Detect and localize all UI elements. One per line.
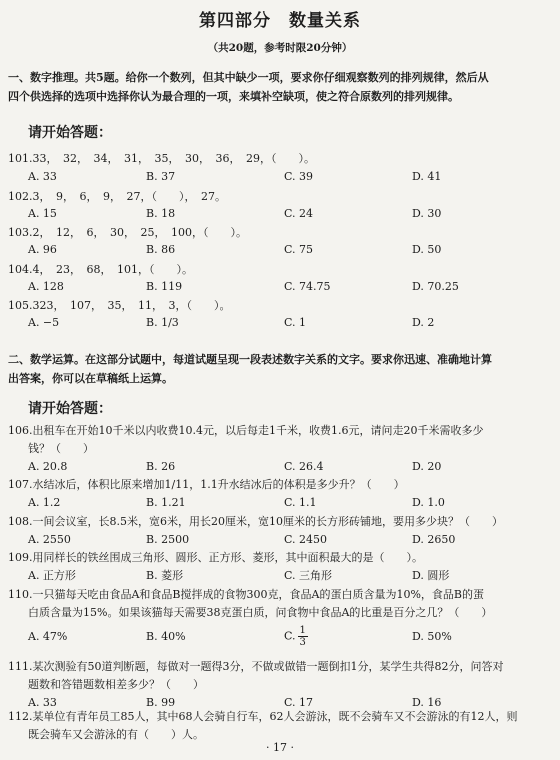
option-d: D. 70.25 (412, 280, 459, 293)
option-a: A. 33 (28, 170, 57, 183)
section1-start-heading: 请开始答题： (28, 125, 112, 141)
option-a: A. 96 (28, 243, 57, 256)
option-b: B. 18 (146, 207, 176, 220)
option-a: A. 15 (28, 207, 57, 220)
option-a: A. 20.8 (28, 460, 68, 473)
question-107-options (28, 494, 548, 512)
question-110-options (28, 625, 548, 652)
option-b: B. 26 (146, 460, 176, 473)
option-b: B. 1/3 (146, 316, 179, 329)
option-a: A. 128 (28, 280, 64, 293)
option-b: B. 菱形 (146, 569, 184, 582)
question-105-stem: 105.323， 107， 35， 11， 3，（ ）。 (8, 299, 231, 312)
page-subtitle: （共20题，参考时限20分钟） (207, 42, 353, 54)
option-a: A. 33 (28, 696, 57, 709)
question-108-stem: 108.一间会议室，长8.5米，宽6米，用长20厘米，宽10厘米的长方形砖铺地，要用多少块？（ ） (8, 515, 503, 528)
question-104-options (28, 278, 548, 296)
option-d: D. 2 (412, 316, 435, 329)
section2-start-heading: 请开始答题： (28, 401, 112, 417)
question-108-options (28, 531, 548, 549)
option-d: D. 2650 (412, 533, 456, 546)
section2-instruction: 二、数学运算。在这部分试题中，每道试题呈现一段表述数字关系的文字。要求你迅速、准确地计算 出答案，你可以在草稿纸上运算。 (8, 353, 492, 385)
question-110-stem: 110.一只猫每天吃由食品A和食品B搅拌成的食物300克，食品A的蛋白质含量为10%，食品B的蛋 白质含量为15%。如果该猫每天需要38克蛋白质，问食物中食品A的比重是百分之几？（ ） (8, 588, 493, 619)
option-d: D. 圆形 (412, 569, 450, 582)
option-d: D. 1.0 (412, 496, 445, 509)
option-b: B. 86 (146, 243, 176, 256)
question-105-options (28, 314, 548, 332)
option-c: C. 26.4 (284, 460, 324, 473)
option-b: B. 40% (146, 630, 186, 643)
option-c: C. 17 (284, 696, 314, 709)
option-b: B. 1.21 (146, 496, 186, 509)
question-109-options (28, 567, 548, 585)
question-103-stem: 103.2， 12， 6， 30， 25， 100，（ ）。 (8, 226, 247, 239)
question-107-stem: 107.水结冰后，体积比原来增加1/11，1.1升水结冰后的体积是多少升？（ ） (8, 478, 405, 491)
option-c: C. 24 (284, 207, 314, 220)
option-c: C. 1.1 (284, 496, 317, 509)
option-d: D. 16 (412, 696, 442, 709)
question-112-stem: 112.某单位有青年员工85人，其中68人会骑自行车，62人会游泳，既不会骑车又不会游泳的有12人，则 既会骑车又会游泳的有（ ）人。 (8, 710, 518, 741)
option-d: D. 20 (412, 460, 442, 473)
option-b: B. 2500 (146, 533, 190, 546)
option-d: D. 50% (412, 630, 452, 643)
option-c: C. 1 (284, 316, 307, 329)
question-102-options (28, 205, 548, 223)
question-106-stem: 106.出租车在开始10千米以内收费10.4元，以后每走1千米，收费1.6元，请问走20千米需收多少 钱？（ ） (8, 424, 484, 455)
option-c: C. 2450 (284, 533, 328, 546)
question-102-stem: 102.3， 9， 6， 9， 27，（ ）， 27。 (8, 190, 226, 203)
section1-instruction: 一、数字推理。共5题。给你一个数列，但其中缺少一项，要求你仔细观察数列的排列规律，然后从 四个供选择的选项中选择你认为最合理的一项，来填补空缺项，使之符合原数列的排列规律。 (8, 71, 489, 103)
option-d: D. 30 (412, 207, 442, 220)
question-101-options (28, 168, 548, 186)
question-111-stem: 111.某次测验有50道判断题，每做对一题得3分，不做或做错一题倒扣1分，某学生共得82分，问答对 题数和答错题数相差多少？（ ） (8, 660, 504, 691)
question-104-stem: 104.4， 23， 68， 101，（ ）。 (8, 263, 193, 276)
option-c: C. 75 (284, 243, 314, 256)
option-a: A. 1.2 (28, 496, 61, 509)
page-number: · 17 · (266, 741, 294, 754)
option-c: C. $\frac{1}{3}$ (284, 625, 306, 648)
page-title: 第四部分 数量关系 (199, 11, 361, 31)
fraction-one-third: $\frac{1}{3}$ (299, 625, 306, 648)
option-b: B. 119 (146, 280, 183, 293)
option-a: A. −5 (28, 316, 60, 329)
question-106-options (28, 458, 548, 476)
option-c: C. 三角形 (284, 569, 333, 582)
option-a: A. 正方形 (28, 569, 76, 582)
option-a: A. 2550 (28, 533, 71, 546)
question-103-options (28, 241, 548, 259)
option-a: A. 47% (28, 630, 68, 643)
question-109-stem: 109.用同样长的铁丝围成三角形、圆形、正方形、菱形，其中面积最大的是（ ）。 (8, 551, 423, 564)
option-d: D. 50 (412, 243, 442, 256)
question-101-stem: 101.33， 32， 34， 31， 35， 30， 36， 29，（ ）。 (8, 152, 315, 165)
option-b: B. 37 (146, 170, 176, 183)
option-c: C. 39 (284, 170, 314, 183)
option-b: B. 99 (146, 696, 176, 709)
option-c: C. 74.75 (284, 280, 331, 293)
option-d: D. 41 (412, 170, 442, 183)
